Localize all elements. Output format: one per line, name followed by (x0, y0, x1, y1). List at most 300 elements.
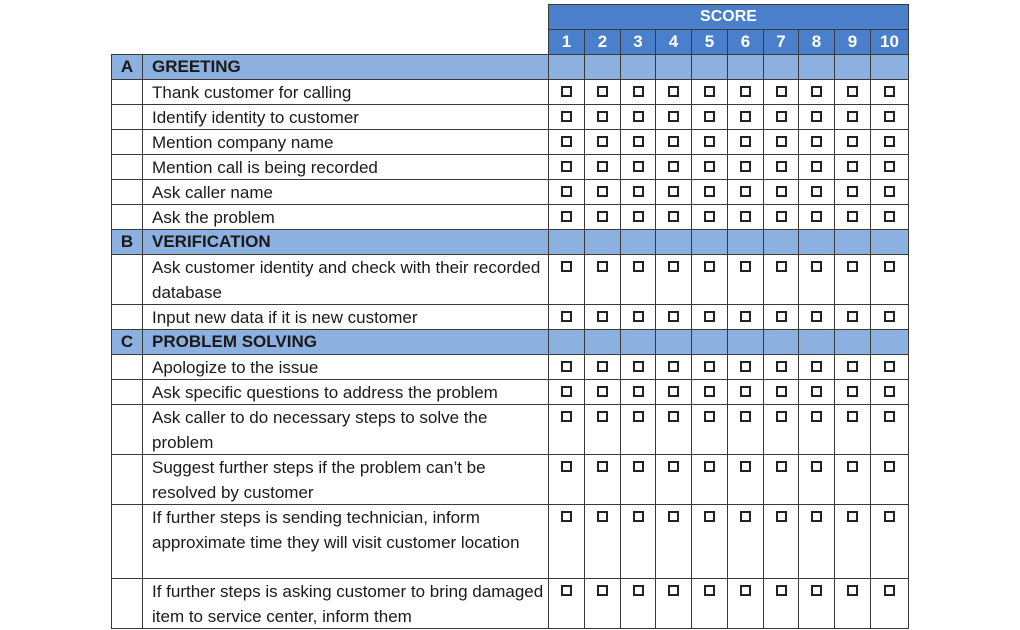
score-checkbox-cell[interactable] (548, 404, 585, 455)
score-checkbox-cell[interactable] (655, 379, 692, 405)
score-checkbox-cell[interactable] (763, 204, 799, 230)
score-checkbox-cell[interactable] (620, 179, 656, 205)
score-checkbox-cell[interactable] (763, 179, 799, 205)
score-checkbox-cell[interactable] (798, 304, 835, 330)
score-checkbox-cell[interactable] (691, 254, 728, 305)
score-checkbox-cell[interactable] (620, 354, 656, 380)
score-checkbox-cell[interactable] (655, 454, 692, 505)
score-2-checkbox[interactable] (597, 136, 608, 147)
score-checkbox-cell[interactable] (620, 404, 656, 455)
score-checkbox-cell[interactable] (727, 179, 764, 205)
score-checkbox-cell[interactable] (763, 354, 799, 380)
score-9-checkbox[interactable] (847, 386, 858, 397)
score-1-checkbox[interactable] (561, 511, 572, 522)
score-checkbox-cell[interactable] (763, 254, 799, 305)
score-checkbox-cell[interactable] (655, 254, 692, 305)
score-checkbox-cell[interactable] (548, 578, 585, 629)
score-4-checkbox[interactable] (668, 411, 679, 422)
score-8-checkbox[interactable] (811, 361, 822, 372)
score-2-checkbox[interactable] (597, 111, 608, 122)
score-6-checkbox[interactable] (740, 585, 751, 596)
score-checkbox-cell[interactable] (548, 454, 585, 505)
score-3-checkbox[interactable] (633, 411, 644, 422)
score-checkbox-cell[interactable] (870, 454, 909, 505)
score-5-checkbox[interactable] (704, 361, 715, 372)
score-8-checkbox[interactable] (811, 136, 822, 147)
section-score-cell (620, 229, 656, 255)
score-checkbox-cell[interactable] (727, 104, 764, 130)
score-checkbox-cell[interactable] (834, 354, 871, 380)
score-5-checkbox[interactable] (704, 136, 715, 147)
score-checkbox-cell[interactable] (870, 379, 909, 405)
score-10-checkbox[interactable] (884, 461, 895, 472)
score-checkbox-cell[interactable] (798, 254, 835, 305)
score-2-checkbox[interactable] (597, 461, 608, 472)
score-10-checkbox[interactable] (884, 311, 895, 322)
score-7-checkbox[interactable] (776, 311, 787, 322)
score-1-checkbox[interactable] (561, 111, 572, 122)
score-3-checkbox[interactable] (633, 86, 644, 97)
score-checkbox-cell[interactable] (870, 104, 909, 130)
score-checkbox-cell[interactable] (763, 504, 799, 579)
score-1-checkbox[interactable] (561, 461, 572, 472)
score-7-checkbox[interactable] (776, 211, 787, 222)
score-2-checkbox[interactable] (597, 511, 608, 522)
score-5-checkbox[interactable] (704, 261, 715, 272)
score-2-checkbox[interactable] (597, 161, 608, 172)
item-blank-cell (111, 379, 143, 405)
score-2-checkbox[interactable] (597, 86, 608, 97)
score-checkbox-cell[interactable] (727, 79, 764, 105)
score-9-checkbox[interactable] (847, 111, 858, 122)
score-6-checkbox[interactable] (740, 511, 751, 522)
score-checkbox-cell[interactable] (870, 129, 909, 155)
score-checkbox-cell[interactable] (691, 578, 728, 629)
score-checkbox-cell[interactable] (691, 404, 728, 455)
score-checkbox-cell[interactable] (834, 379, 871, 405)
score-checkbox-cell[interactable] (870, 179, 909, 205)
score-8-checkbox[interactable] (811, 311, 822, 322)
score-3-checkbox[interactable] (633, 261, 644, 272)
score-checkbox-cell[interactable] (584, 154, 621, 180)
score-checkbox-cell[interactable] (727, 154, 764, 180)
score-9-checkbox[interactable] (847, 585, 858, 596)
score-checkbox-cell[interactable] (584, 204, 621, 230)
score-checkbox-cell[interactable] (798, 179, 835, 205)
score-7-checkbox[interactable] (776, 136, 787, 147)
score-checkbox-cell[interactable] (763, 454, 799, 505)
score-checkbox-cell[interactable] (870, 204, 909, 230)
score-4-checkbox[interactable] (668, 261, 679, 272)
score-7-checkbox[interactable] (776, 411, 787, 422)
score-1-checkbox[interactable] (561, 311, 572, 322)
score-6-checkbox[interactable] (740, 311, 751, 322)
score-5-checkbox[interactable] (704, 585, 715, 596)
score-7-checkbox[interactable] (776, 361, 787, 372)
score-checkbox-cell[interactable] (798, 454, 835, 505)
score-2-checkbox[interactable] (597, 585, 608, 596)
score-checkbox-cell[interactable] (655, 79, 692, 105)
score-4-checkbox[interactable] (668, 136, 679, 147)
score-10-checkbox[interactable] (884, 86, 895, 97)
score-checkbox-cell[interactable] (834, 578, 871, 629)
score-checkbox-cell[interactable] (655, 504, 692, 579)
score-checkbox-cell[interactable] (798, 154, 835, 180)
score-checkbox-cell[interactable] (548, 79, 585, 105)
score-checkbox-cell[interactable] (691, 204, 728, 230)
score-7-checkbox[interactable] (776, 86, 787, 97)
score-3-checkbox[interactable] (633, 161, 644, 172)
score-6-checkbox[interactable] (740, 186, 751, 197)
score-5-checkbox[interactable] (704, 161, 715, 172)
score-10-checkbox[interactable] (884, 161, 895, 172)
score-1-checkbox[interactable] (561, 161, 572, 172)
score-10-checkbox[interactable] (884, 386, 895, 397)
score-1-checkbox[interactable] (561, 86, 572, 97)
score-checkbox-cell[interactable] (691, 504, 728, 579)
score-8-checkbox[interactable] (811, 111, 822, 122)
score-checkbox-cell[interactable] (798, 379, 835, 405)
score-1-checkbox[interactable] (561, 411, 572, 422)
score-checkbox-cell[interactable] (584, 79, 621, 105)
section-score-cell (763, 329, 799, 355)
score-checkbox-cell[interactable] (727, 204, 764, 230)
section-score-cell (834, 329, 871, 355)
score-3-checkbox[interactable] (633, 361, 644, 372)
score-checkbox-cell[interactable] (620, 154, 656, 180)
score-checkbox-cell[interactable] (655, 404, 692, 455)
score-8-checkbox[interactable] (811, 585, 822, 596)
score-checkbox-cell[interactable] (727, 404, 764, 455)
score-checkbox-cell[interactable] (870, 79, 909, 105)
score-checkbox-cell[interactable] (727, 578, 764, 629)
score-checkbox-cell[interactable] (691, 79, 728, 105)
score-checkbox-cell[interactable] (763, 129, 799, 155)
score-3-checkbox[interactable] (633, 311, 644, 322)
score-8-checkbox[interactable] (811, 211, 822, 222)
score-checkbox-cell[interactable] (763, 379, 799, 405)
score-8-checkbox[interactable] (811, 161, 822, 172)
score-5-checkbox[interactable] (704, 386, 715, 397)
score-checkbox-cell[interactable] (834, 304, 871, 330)
score-checkbox-cell[interactable] (584, 578, 621, 629)
item-blank-cell (111, 179, 143, 205)
score-checkbox-cell[interactable] (584, 454, 621, 505)
score-10-checkbox[interactable] (884, 511, 895, 522)
score-6-checkbox[interactable] (740, 111, 751, 122)
score-checkbox-cell[interactable] (691, 454, 728, 505)
score-checkbox-cell[interactable] (584, 179, 621, 205)
score-2-checkbox[interactable] (597, 361, 608, 372)
score-checkbox-cell[interactable] (655, 304, 692, 330)
score-1-checkbox[interactable] (561, 136, 572, 147)
score-checkbox-cell[interactable] (798, 104, 835, 130)
score-checkbox-cell[interactable] (620, 129, 656, 155)
score-7-checkbox[interactable] (776, 161, 787, 172)
score-8-checkbox[interactable] (811, 261, 822, 272)
score-checkbox-cell[interactable] (548, 304, 585, 330)
score-4-checkbox[interactable] (668, 511, 679, 522)
score-5-checkbox[interactable] (704, 461, 715, 472)
score-checkbox-cell[interactable] (834, 254, 871, 305)
score-1-checkbox[interactable] (561, 261, 572, 272)
score-6-checkbox[interactable] (740, 411, 751, 422)
score-header: SCORE (548, 4, 909, 30)
score-checkbox-cell[interactable] (691, 179, 728, 205)
item-blank-cell (111, 354, 143, 380)
score-checkbox-cell[interactable] (548, 504, 585, 579)
score-checkbox-cell[interactable] (798, 404, 835, 455)
score-4-checkbox[interactable] (668, 311, 679, 322)
score-checkbox-cell[interactable] (620, 79, 656, 105)
score-checkbox-cell[interactable] (870, 154, 909, 180)
score-checkbox-cell[interactable] (834, 179, 871, 205)
score-checkbox-cell[interactable] (870, 404, 909, 455)
score-10-checkbox[interactable] (884, 186, 895, 197)
score-10-checkbox[interactable] (884, 585, 895, 596)
score-9-checkbox[interactable] (847, 211, 858, 222)
score-checkbox-cell[interactable] (727, 504, 764, 579)
score-checkbox-cell[interactable] (870, 304, 909, 330)
score-checkbox-cell[interactable] (834, 104, 871, 130)
score-9-checkbox[interactable] (847, 136, 858, 147)
score-7-checkbox[interactable] (776, 111, 787, 122)
score-9-checkbox[interactable] (847, 86, 858, 97)
score-checkbox-cell[interactable] (584, 379, 621, 405)
score-checkbox-cell[interactable] (691, 379, 728, 405)
item-blank-cell (111, 154, 143, 180)
score-4-checkbox[interactable] (668, 161, 679, 172)
score-7-checkbox[interactable] (776, 386, 787, 397)
score-9-checkbox[interactable] (847, 411, 858, 422)
score-7-checkbox[interactable] (776, 261, 787, 272)
score-checkbox-cell[interactable] (655, 179, 692, 205)
score-1-checkbox[interactable] (561, 361, 572, 372)
score-checkbox-cell[interactable] (763, 79, 799, 105)
section-score-cell (584, 329, 621, 355)
score-8-checkbox[interactable] (811, 461, 822, 472)
score-checkbox-cell[interactable] (763, 154, 799, 180)
score-checkbox-cell[interactable] (620, 504, 656, 579)
score-checkbox-cell[interactable] (584, 254, 621, 305)
section-score-cell (584, 54, 621, 80)
score-checkbox-cell[interactable] (727, 254, 764, 305)
score-checkbox-cell[interactable] (548, 129, 585, 155)
section-score-cell (548, 54, 585, 80)
score-checkbox-cell[interactable] (548, 379, 585, 405)
score-checkbox-cell[interactable] (655, 204, 692, 230)
score-3-checkbox[interactable] (633, 386, 644, 397)
score-6-checkbox[interactable] (740, 361, 751, 372)
score-checkbox-cell[interactable] (763, 304, 799, 330)
score-10-checkbox[interactable] (884, 361, 895, 372)
score-3-checkbox[interactable] (633, 211, 644, 222)
section-score-cell (834, 229, 871, 255)
score-2-checkbox[interactable] (597, 186, 608, 197)
score-2-checkbox[interactable] (597, 411, 608, 422)
score-8-checkbox[interactable] (811, 186, 822, 197)
score-7-checkbox[interactable] (776, 585, 787, 596)
score-checkbox-cell[interactable] (798, 504, 835, 579)
score-checkbox-cell[interactable] (691, 304, 728, 330)
score-checkbox-cell[interactable] (548, 154, 585, 180)
score-8-checkbox[interactable] (811, 411, 822, 422)
score-5-checkbox[interactable] (704, 111, 715, 122)
score-5-checkbox[interactable] (704, 311, 715, 322)
score-checkbox-cell[interactable] (727, 354, 764, 380)
score-checkbox-cell[interactable] (798, 79, 835, 105)
score-checkbox-cell[interactable] (870, 504, 909, 579)
score-5-checkbox[interactable] (704, 86, 715, 97)
score-checkbox-cell[interactable] (834, 454, 871, 505)
score-checkbox-cell[interactable] (584, 354, 621, 380)
score-checkbox-cell[interactable] (691, 354, 728, 380)
score-checkbox-cell[interactable] (620, 578, 656, 629)
score-10-checkbox[interactable] (884, 411, 895, 422)
score-1-checkbox[interactable] (561, 585, 572, 596)
score-checkbox-cell[interactable] (620, 104, 656, 130)
score-3-checkbox[interactable] (633, 111, 644, 122)
score-checkbox-cell[interactable] (798, 354, 835, 380)
score-8-checkbox[interactable] (811, 86, 822, 97)
score-1-checkbox[interactable] (561, 386, 572, 397)
score-checkbox-cell[interactable] (691, 129, 728, 155)
score-9-checkbox[interactable] (847, 461, 858, 472)
score-checkbox-cell[interactable] (727, 129, 764, 155)
score-checkbox-cell[interactable] (548, 254, 585, 305)
score-checkbox-cell[interactable] (870, 254, 909, 305)
score-checkbox-cell[interactable] (870, 354, 909, 380)
score-9-checkbox[interactable] (847, 261, 858, 272)
score-checkbox-cell[interactable] (834, 204, 871, 230)
score-6-checkbox[interactable] (740, 211, 751, 222)
score-10-checkbox[interactable] (884, 111, 895, 122)
score-6-checkbox[interactable] (740, 86, 751, 97)
score-checkbox-cell[interactable] (620, 204, 656, 230)
score-5-checkbox[interactable] (704, 411, 715, 422)
score-9-checkbox[interactable] (847, 161, 858, 172)
score-6-checkbox[interactable] (740, 261, 751, 272)
score-10-checkbox[interactable] (884, 136, 895, 147)
score-4-checkbox[interactable] (668, 211, 679, 222)
score-checkbox-cell[interactable] (727, 379, 764, 405)
score-checkbox-cell[interactable] (584, 504, 621, 579)
score-checkbox-cell[interactable] (655, 354, 692, 380)
score-3-checkbox[interactable] (633, 585, 644, 596)
score-checkbox-cell[interactable] (655, 129, 692, 155)
score-checkbox-cell[interactable] (834, 154, 871, 180)
score-8-checkbox[interactable] (811, 511, 822, 522)
section-score-cell (691, 54, 728, 80)
score-6-checkbox[interactable] (740, 461, 751, 472)
score-3-checkbox[interactable] (633, 186, 644, 197)
score-checkbox-cell[interactable] (870, 578, 909, 629)
score-checkbox-cell[interactable] (834, 79, 871, 105)
score-checkbox-cell[interactable] (548, 354, 585, 380)
score-5-checkbox[interactable] (704, 186, 715, 197)
score-9-checkbox[interactable] (847, 186, 858, 197)
score-checkbox-cell[interactable] (655, 578, 692, 629)
score-4-checkbox[interactable] (668, 386, 679, 397)
score-checkbox-cell[interactable] (655, 154, 692, 180)
criterion-label: If further steps is sending technician, inform approximate time they will visit customer location (142, 504, 549, 579)
score-9-checkbox[interactable] (847, 511, 858, 522)
score-4-checkbox[interactable] (668, 111, 679, 122)
score-2-checkbox[interactable] (597, 311, 608, 322)
score-checkbox-cell[interactable] (798, 129, 835, 155)
score-6-checkbox[interactable] (740, 136, 751, 147)
score-checkbox-cell[interactable] (584, 104, 621, 130)
section-score-cell (655, 54, 692, 80)
score-9-checkbox[interactable] (847, 361, 858, 372)
score-checkbox-cell[interactable] (548, 179, 585, 205)
score-checkbox-cell[interactable] (834, 504, 871, 579)
score-10-checkbox[interactable] (884, 211, 895, 222)
score-checkbox-cell[interactable] (727, 304, 764, 330)
score-level-1: 1 (548, 29, 585, 55)
score-4-checkbox[interactable] (668, 86, 679, 97)
score-1-checkbox[interactable] (561, 211, 572, 222)
score-checkbox-cell[interactable] (727, 454, 764, 505)
score-7-checkbox[interactable] (776, 461, 787, 472)
score-2-checkbox[interactable] (597, 211, 608, 222)
score-7-checkbox[interactable] (776, 186, 787, 197)
score-5-checkbox[interactable] (704, 511, 715, 522)
score-6-checkbox[interactable] (740, 386, 751, 397)
score-3-checkbox[interactable] (633, 461, 644, 472)
score-checkbox-cell[interactable] (584, 304, 621, 330)
score-checkbox-cell[interactable] (620, 254, 656, 305)
score-checkbox-cell[interactable] (798, 578, 835, 629)
score-4-checkbox[interactable] (668, 461, 679, 472)
score-checkbox-cell[interactable] (655, 104, 692, 130)
section-score-cell (620, 54, 656, 80)
score-checkbox-cell[interactable] (763, 578, 799, 629)
score-3-checkbox[interactable] (633, 136, 644, 147)
score-8-checkbox[interactable] (811, 386, 822, 397)
score-6-checkbox[interactable] (740, 161, 751, 172)
score-checkbox-cell[interactable] (763, 404, 799, 455)
score-checkbox-cell[interactable] (798, 204, 835, 230)
score-checkbox-cell[interactable] (548, 204, 585, 230)
criterion-label: If further steps is asking customer to bring damaged item to service center, inform them (142, 578, 549, 629)
score-checkbox-cell[interactable] (691, 154, 728, 180)
score-checkbox-cell[interactable] (763, 104, 799, 130)
score-checkbox-cell[interactable] (620, 304, 656, 330)
score-4-checkbox[interactable] (668, 186, 679, 197)
score-3-checkbox[interactable] (633, 511, 644, 522)
score-4-checkbox[interactable] (668, 585, 679, 596)
section-score-cell (727, 54, 764, 80)
score-7-checkbox[interactable] (776, 511, 787, 522)
score-1-checkbox[interactable] (561, 186, 572, 197)
score-9-checkbox[interactable] (847, 311, 858, 322)
score-checkbox-cell[interactable] (584, 129, 621, 155)
score-checkbox-cell[interactable] (620, 379, 656, 405)
score-checkbox-cell[interactable] (548, 104, 585, 130)
score-checkbox-cell[interactable] (584, 404, 621, 455)
section-score-cell (691, 229, 728, 255)
score-5-checkbox[interactable] (704, 211, 715, 222)
score-checkbox-cell[interactable] (834, 129, 871, 155)
score-2-checkbox[interactable] (597, 386, 608, 397)
score-checkbox-cell[interactable] (620, 454, 656, 505)
score-10-checkbox[interactable] (884, 261, 895, 272)
score-2-checkbox[interactable] (597, 261, 608, 272)
score-checkbox-cell[interactable] (834, 404, 871, 455)
score-checkbox-cell[interactable] (691, 104, 728, 130)
score-4-checkbox[interactable] (668, 361, 679, 372)
